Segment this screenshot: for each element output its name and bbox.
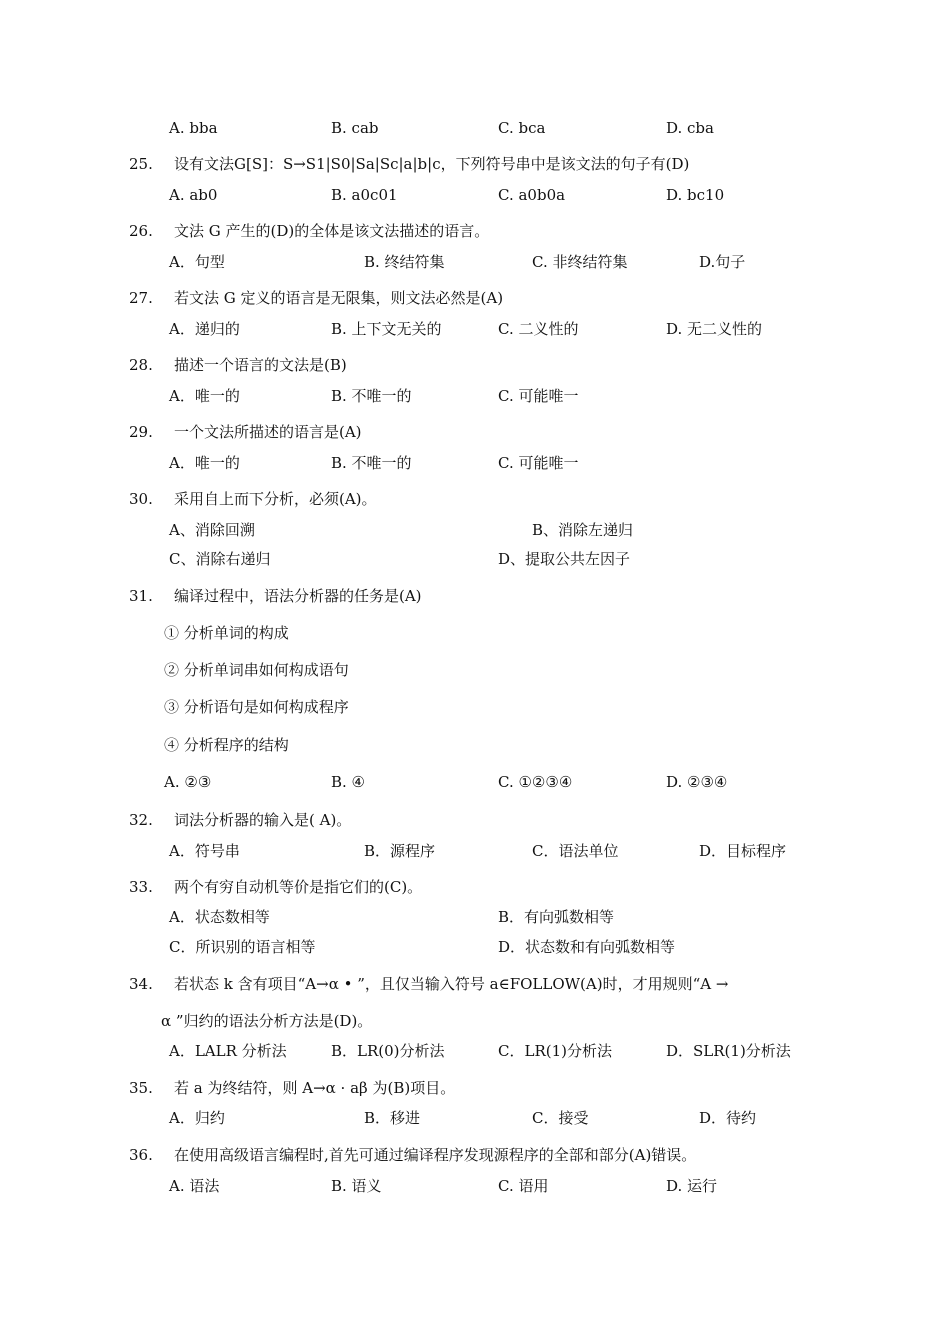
question-text: 采用自上而下分析，必须(A)。 <box>174 490 377 508</box>
option-c: C．LR(1)分析法 <box>498 1042 612 1060</box>
option-c: C. bca <box>498 119 546 137</box>
option-a: A. ②③ <box>164 773 212 791</box>
option-c: C．语法单位 <box>532 842 619 860</box>
sub-item: ④ 分析程序的结构 <box>164 736 289 754</box>
question-text: 一个文法所描述的语言是(A) <box>174 423 362 441</box>
option-c: C. 非终结符集 <box>532 253 628 271</box>
question-number: 27. <box>129 289 153 307</box>
option-a: A．唯一的 <box>169 387 240 405</box>
question-text-continued: α ”归约的语法分析方法是(D)。 <box>161 1012 373 1030</box>
option-d: D. bc10 <box>666 186 725 204</box>
option-b: B. cab <box>331 119 379 137</box>
sub-item: ③ 分析语句是如何构成程序 <box>164 698 349 716</box>
option-b: B. 上下文无关的 <box>331 320 442 338</box>
question-text: 两个有穷自动机等价是指它们的(C)。 <box>174 878 423 896</box>
option-d: D. 无二义性的 <box>666 320 763 338</box>
question-number: 36. <box>129 1146 153 1164</box>
option-d: D、提取公共左因子 <box>498 550 631 568</box>
question-text: 设有文法G[S]：S→S1|S0|Sa|Sc|a|b|c，下列符号串中是该文法的句子有(D) <box>174 155 690 173</box>
option-b: B. 终结符集 <box>364 253 445 271</box>
question-number: 25. <box>129 155 153 173</box>
option-d: D．待约 <box>699 1109 757 1127</box>
question-number: 29. <box>129 423 153 441</box>
option-d: D. cba <box>666 119 714 137</box>
question-number: 31. <box>129 587 153 605</box>
question-text: 在使用高级语言编程时,首先可通过编译程序发现源程序的全部和部分(A)错误。 <box>174 1146 697 1164</box>
question-number: 34. <box>129 975 153 993</box>
sub-item: ① 分析单词的构成 <box>164 624 289 642</box>
option-a: A．递归的 <box>169 320 240 338</box>
option-a: A．唯一的 <box>169 454 240 472</box>
option-c: C. 语用 <box>498 1177 549 1195</box>
question-number: 28. <box>129 356 153 374</box>
option-a: A. ab0 <box>169 186 218 204</box>
option-c: C．接受 <box>532 1109 589 1127</box>
option-a: A．状态数相等 <box>169 908 270 926</box>
option-c: C. 可能唯一 <box>498 454 579 472</box>
option-b: B．有向弧数相等 <box>498 908 615 926</box>
option-c: C、消除右递归 <box>169 550 271 568</box>
option-d: D. 运行 <box>666 1177 718 1195</box>
question-text: 若 a 为终结符，则 A→α · aβ 为(B)项目。 <box>174 1079 456 1097</box>
question-number: 30. <box>129 490 153 508</box>
question-text: 编译过程中，语法分析器的任务是(A) <box>174 587 422 605</box>
option-b: B．LR(0)分析法 <box>331 1042 445 1060</box>
option-b: B. 不唯一的 <box>331 387 412 405</box>
question-text: 文法 G 产生的(D)的全体是该文法描述的语言。 <box>174 222 490 240</box>
question-text: 词法分析器的输入是( A)。 <box>174 811 352 829</box>
option-b: B. 不唯一的 <box>331 454 412 472</box>
option-b: B. a0c01 <box>331 186 398 204</box>
option-b: B、消除左递归 <box>532 521 634 539</box>
option-d: D．目标程序 <box>699 842 787 860</box>
option-d: D. ②③④ <box>666 773 728 791</box>
question-number: 26. <box>129 222 153 240</box>
question-text: 若状态 k 含有项目“A→α • ”，且仅当输入符号 a∈FOLLOW(A)时，才用规则“A → <box>174 975 729 993</box>
option-d: D．SLR(1)分析法 <box>666 1042 791 1060</box>
option-d: D．状态数和有向弧数相等 <box>498 938 676 956</box>
option-b: B．移进 <box>364 1109 421 1127</box>
option-a: A．符号串 <box>169 842 240 860</box>
option-c: C. ①②③④ <box>498 773 573 791</box>
option-c: C. 可能唯一 <box>498 387 579 405</box>
option-c: C．所识别的语言相等 <box>169 938 316 956</box>
option-a: A．归约 <box>169 1109 225 1127</box>
option-b: B. ④ <box>331 773 366 791</box>
sub-item: ② 分析单词串如何构成语句 <box>164 661 349 679</box>
option-a: A. 语法 <box>169 1177 220 1195</box>
question-text: 描述一个语言的文法是(B) <box>174 356 347 374</box>
option-b: B. 语义 <box>331 1177 382 1195</box>
question-number: 35. <box>129 1079 153 1097</box>
question-text: 若文法 G 定义的语言是无限集，则文法必然是(A) <box>174 289 504 307</box>
option-a: A、消除回溯 <box>169 521 255 539</box>
option-b: B．源程序 <box>364 842 436 860</box>
question-number: 33. <box>129 878 153 896</box>
option-d: D.句子 <box>699 253 746 271</box>
option-c: C. a0b0a <box>498 186 566 204</box>
option-c: C. 二义性的 <box>498 320 579 338</box>
question-number: 32. <box>129 811 153 829</box>
option-a: A．句型 <box>169 253 225 271</box>
option-a: A．LALR 分析法 <box>169 1042 287 1060</box>
option-a: A. bba <box>169 119 218 137</box>
